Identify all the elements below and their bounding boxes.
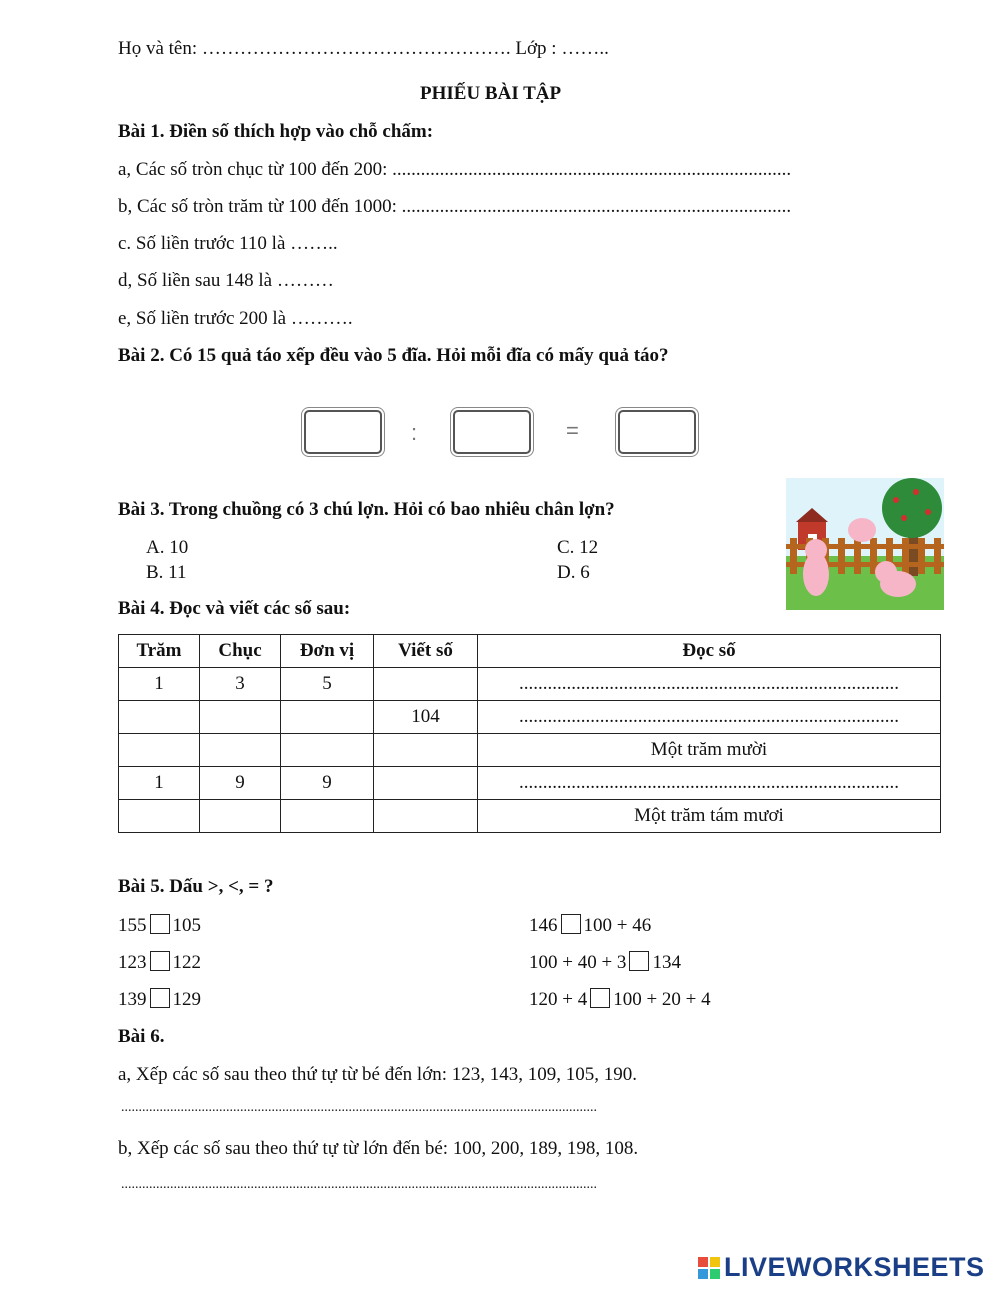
compare-item — [118, 988, 201, 1011]
table-row — [119, 668, 941, 701]
sign-box[interactable] — [150, 988, 170, 1008]
number-table — [118, 634, 941, 833]
cell: Một trăm mười — [478, 734, 941, 767]
option-c[interactable]: C. 12 — [557, 537, 599, 558]
col-doc-so: Đọc số — [478, 635, 941, 668]
right-expr: 129 — [172, 989, 201, 1010]
sign-box[interactable] — [561, 914, 581, 934]
cell[interactable]: 9 — [281, 767, 374, 800]
table-row — [119, 701, 941, 734]
compare-item — [118, 951, 201, 974]
cell[interactable] — [281, 800, 374, 833]
bai6-heading: Bài 6. — [118, 1026, 165, 1047]
cell[interactable]: 1 — [119, 668, 200, 701]
left-expr: 123 — [118, 952, 147, 973]
option-d[interactable]: D. 6 — [557, 562, 590, 583]
table-row — [119, 800, 941, 833]
col-tram: Trăm — [119, 635, 200, 668]
cell: Một trăm tám mươi — [478, 800, 941, 833]
bai1-b: b, Các số tròn trăm từ 100 đến 1000: .................................................................................. — [118, 196, 792, 217]
cell[interactable]: 1 — [119, 767, 200, 800]
right-expr: 122 — [172, 952, 201, 973]
cell[interactable] — [200, 734, 281, 767]
bai4-heading: Bài 4. Đọc và viết các số sau: — [118, 598, 351, 619]
col-viet-so: Viết số — [374, 635, 478, 668]
left-expr: 120 + 4 — [529, 989, 588, 1010]
compare-item — [529, 951, 681, 974]
right-expr: 100 + 46 — [583, 915, 652, 936]
table-row — [119, 734, 941, 767]
left-expr: 146 — [529, 915, 558, 936]
cell[interactable] — [374, 734, 478, 767]
bai6-b-answer-line[interactable]: ........................................................................................................................................ — [121, 1177, 597, 1192]
cell[interactable] — [281, 701, 374, 734]
cell[interactable]: ................................................................................ — [478, 668, 941, 701]
cell[interactable] — [374, 668, 478, 701]
cell[interactable]: 5 — [281, 668, 374, 701]
left-expr: 155 — [118, 915, 147, 936]
bai1-a: a, Các số tròn chục từ 100 đến 200: .................................................................................... — [118, 159, 792, 180]
cell[interactable] — [119, 701, 200, 734]
bai6-a-answer-line[interactable]: ........................................................................................................................................ — [121, 1100, 597, 1115]
bai1-c: c. Số liền trước 110 là …….. — [118, 233, 338, 254]
table-row — [119, 767, 941, 800]
cell[interactable] — [200, 701, 281, 734]
pigs-farm-illustration — [786, 478, 944, 610]
liveworksheets-logo — [698, 1252, 985, 1283]
cell[interactable] — [374, 800, 478, 833]
cell[interactable] — [119, 800, 200, 833]
bai6-a: a, Xếp các số sau theo thứ tự từ bé đến lớn: 123, 143, 109, 105, 190. — [118, 1064, 638, 1085]
equals-sign: = — [566, 418, 579, 443]
option-b[interactable]: B. 11 — [146, 562, 187, 583]
quotient-box[interactable] — [618, 410, 696, 454]
divisor-box[interactable] — [453, 410, 531, 454]
col-don-vi: Đơn vị — [281, 635, 374, 668]
compare-item — [529, 988, 711, 1011]
name-class-line: Họ và tên: …………………………………………. Lớp : …….. — [118, 38, 609, 59]
right-expr: 134 — [652, 952, 681, 973]
sign-box[interactable] — [590, 988, 610, 1008]
bai6-b: b, Xếp các số sau theo thứ tự từ lớn đến bé: 100, 200, 189, 198, 108. — [118, 1138, 639, 1159]
right-expr: 105 — [172, 915, 201, 936]
bai1-d: d, Số liền sau 148 là ……… — [118, 270, 334, 291]
sign-box[interactable] — [150, 914, 170, 934]
cell[interactable] — [374, 767, 478, 800]
bai5-heading: Bài 5. Dấu >, <, = ? — [118, 876, 274, 897]
bai1-heading: Bài 1. Điền số thích hợp vào chỗ chấm: — [118, 121, 434, 142]
option-a[interactable]: A. 10 — [146, 537, 189, 558]
left-expr: 139 — [118, 989, 147, 1010]
bai3-heading: Bài 3. Trong chuồng có 3 chú lợn. Hỏi có bao nhiêu chân lợn? — [118, 499, 615, 520]
cell[interactable]: ................................................................................ — [478, 701, 941, 734]
cell[interactable] — [119, 734, 200, 767]
sign-box[interactable] — [629, 951, 649, 971]
liveworksheets-logo-icon — [698, 1257, 720, 1279]
compare-item — [118, 914, 201, 937]
page-title: PHIẾU BÀI TẬP — [420, 83, 562, 104]
bai2-heading: Bài 2. Có 15 quả táo xếp đều vào 5 đĩa. Hỏi mỗi đĩa có mấy quả táo? — [118, 345, 669, 366]
right-expr: 100 + 20 + 4 — [613, 989, 711, 1010]
col-chuc: Chục — [200, 635, 281, 668]
cell[interactable]: 104 — [374, 701, 478, 734]
cell[interactable] — [281, 734, 374, 767]
divide-sign: : — [411, 420, 418, 445]
sign-box[interactable] — [150, 951, 170, 971]
cell[interactable]: ................................................................................ — [478, 767, 941, 800]
cell[interactable]: 9 — [200, 767, 281, 800]
logo-text: LIVEWORKSHEETS — [724, 1252, 985, 1282]
cell[interactable]: 3 — [200, 668, 281, 701]
bai1-e: e, Số liền trước 200 là ………. — [118, 308, 353, 329]
cell[interactable] — [200, 800, 281, 833]
left-expr: 100 + 40 + 3 — [529, 952, 627, 973]
dividend-box[interactable] — [304, 410, 382, 454]
compare-item — [529, 914, 651, 937]
